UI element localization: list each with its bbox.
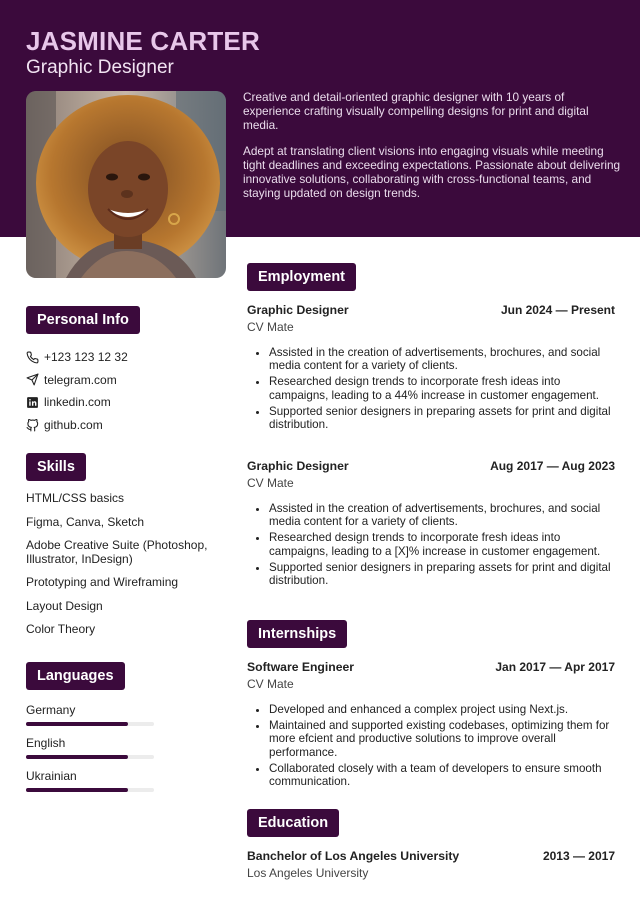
entry-bullets	[247, 346, 615, 431]
language-item	[26, 703, 166, 736]
skill-item: Prototyping and Wireframing	[26, 575, 179, 589]
language-name: Ukrainian	[26, 769, 77, 783]
summary-paragraph: Creative and detail-oriented graphic designer with 10 years of experience crafting visually compelling designs for print and digital media.	[243, 90, 589, 132]
entry-role: Graphic Designer	[247, 459, 349, 473]
entry-role: Graphic Designer	[247, 303, 349, 317]
language-item	[26, 736, 166, 769]
bullet-item: • Assisted in the creation of advertisements, brochures, and social media content for a variety of clients.	[269, 502, 615, 528]
language-level-fill	[26, 722, 128, 726]
summary-paragraph: Adept at translating client visions into engaging visuals while meeting tight deadlines and exceeding expectations. Passionate about delivering innovative solutions, collaborating with cross-functional teams, and staying updated on design trends.	[243, 144, 621, 200]
contact-list	[26, 346, 128, 436]
section-title-skills: Skills	[26, 453, 86, 481]
language-level-track	[26, 722, 154, 726]
bullet-item: • Researched design trends to incorporate fresh ideas into campaigns, leading to a 44% increase in customer engagement.	[269, 375, 615, 401]
language-item	[26, 769, 166, 802]
bullet-item: • Developed and enhanced a complex project using Next.js.	[269, 703, 615, 716]
language-level-fill	[26, 755, 128, 759]
phone-icon	[26, 351, 39, 364]
skill-item: Layout Design	[26, 598, 103, 613]
entry-company: CV Mate	[247, 476, 294, 490]
profile-summary	[243, 91, 621, 214]
contact-linkedin[interactable]	[26, 391, 128, 414]
bullet-item: • Assisted in the creation of advertisements, brochures, and social media content for a variety of clients.	[269, 346, 615, 372]
bullet-item: • Maintained and supported existing codebases, optimizing them for more efcient and productive solutions to improve overall performance.	[269, 719, 615, 759]
section-title-internships: Internships	[247, 620, 347, 648]
language-level-track	[26, 755, 154, 759]
contact-link[interactable]: linkedin.com	[44, 395, 111, 410]
telegram-icon	[26, 373, 39, 386]
bullet-item: • Collaborated closely with a team of developers to ensure smooth communication.	[269, 762, 615, 788]
entry-date: Jun 2024 — Present	[500, 303, 615, 317]
contact-telegram[interactable]	[26, 369, 128, 392]
bullet-item: • Researched design trends to incorporate fresh ideas into campaigns, leading to a [X]% increase in customer engagement.	[269, 531, 615, 557]
entry-bullets	[247, 703, 615, 788]
job-title: Graphic Designer	[26, 57, 174, 78]
skill-item: Adobe Creative Suite (Photoshop, Illustrator, InDesign)	[26, 538, 208, 566]
entry-date: Jan 2017 — Apr 2017	[495, 660, 615, 674]
section-title-personal-info: Personal Info	[26, 306, 140, 334]
entry-bullets	[247, 502, 615, 587]
contact-link[interactable]: github.com	[44, 418, 103, 433]
bullet-item: • Supported senior designers in preparing assets for print and digital distribution.	[269, 561, 615, 587]
linkedin-icon	[26, 396, 39, 409]
bullet-item: • Supported senior designers in preparing assets for print and digital distribution.	[269, 405, 615, 431]
contact-link[interactable]: telegram.com	[44, 372, 117, 387]
language-name: English	[26, 736, 66, 750]
languages-list	[26, 703, 166, 802]
language-level-fill	[26, 788, 128, 792]
section-title-education: Education	[247, 809, 339, 837]
language-name: Germany	[26, 703, 76, 717]
employment-entry	[247, 303, 615, 434]
section-title-employment: Employment	[247, 263, 356, 291]
profile-photo	[26, 91, 226, 278]
entry-company: CV Mate	[247, 677, 294, 691]
contact-text: +123 123 12 32	[44, 350, 128, 365]
section-title-languages: Languages	[26, 662, 125, 690]
entry-company: CV Mate	[247, 320, 294, 334]
skills-list	[26, 492, 226, 647]
skill-item: HTML/CSS basics	[26, 491, 125, 505]
github-icon	[26, 419, 39, 432]
employment-entry	[247, 459, 615, 590]
contact-phone	[26, 346, 128, 369]
contact-github[interactable]	[26, 414, 128, 437]
language-level-track	[26, 788, 154, 792]
skill-item: Figma, Canva, Sketch	[26, 514, 145, 529]
education-entry	[247, 849, 615, 880]
entry-role: Banchelor of Los Angeles University	[247, 849, 460, 863]
internship-entry	[247, 660, 615, 791]
entry-date: 2013 — 2017	[542, 849, 615, 863]
skill-item: Color Theory	[26, 622, 96, 636]
entry-date: Aug 2017 — Aug 2023	[490, 459, 615, 473]
candidate-name: JASMINE CARTER	[26, 26, 260, 56]
entry-role: Software Engineer	[247, 660, 355, 674]
entry-company: Los Angeles University	[247, 866, 369, 880]
